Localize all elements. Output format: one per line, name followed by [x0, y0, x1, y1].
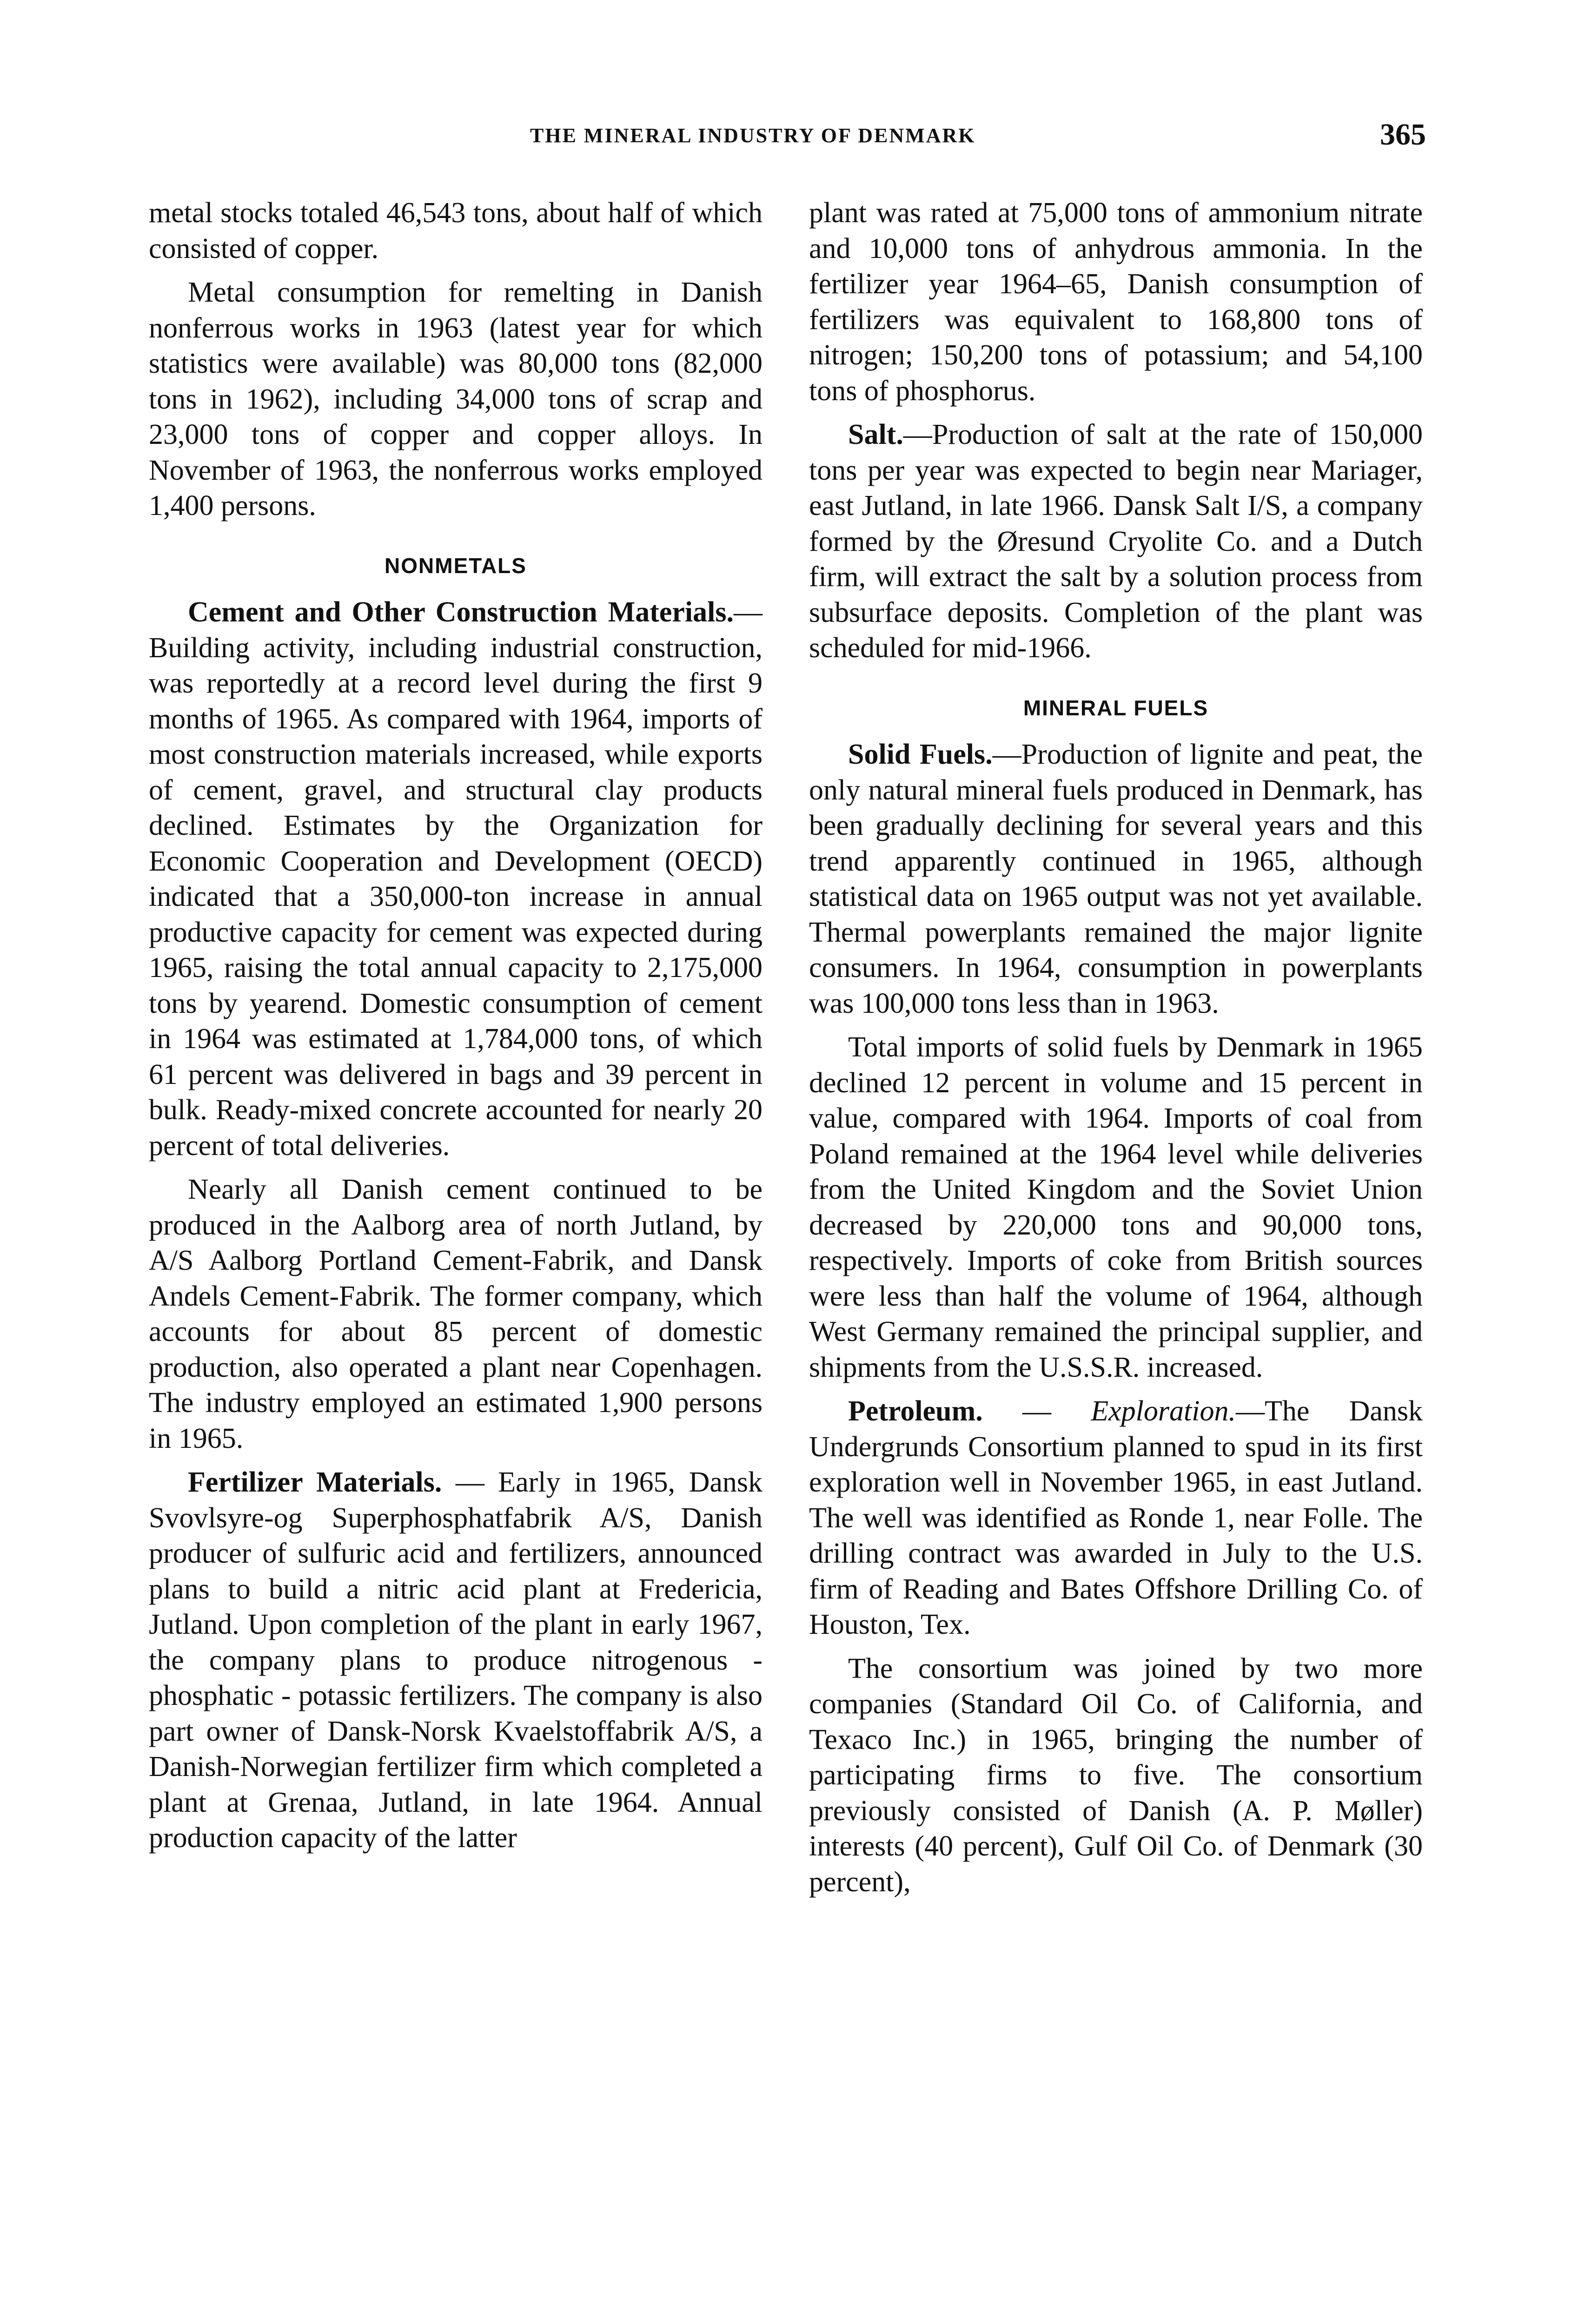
paragraph-solid-fuels-text: —Production of lignite and peat, the only natural mineral fuels produced in Denmark, has been gradually declining for several years and this trend apparently continued in 1965, although statistical data on 1965 output was not yet available. Thermal powerplants remained the major lignite consumers. In 1964, consumption in powerplants was 100,000 tons less than in 1963. [809, 739, 1423, 1019]
paragraph-metal-consumption: Metal consumption for remelting in Danish nonferrous works in 1963 (latest year for which statistics were available) was 80,000 tons (82,000 tons in 1962), including 34,000 tons of scrap and 23,000 tons of copper and copper alloys. In November of 1963, the nonferrous works employed 1,400 persons. [149, 277, 762, 522]
paragraph-consortium: The consortium was joined by two more companies (Standard Oil Co. of California, and Texaco Inc.) in 1965, bringing the number of participating firms to five. The consortium previously consisted of Danish (A. P. Møller) interests (40 percent), Gulf Oil Co. of Denmark (30 percent), [809, 1652, 1423, 1898]
left-column [149, 195, 762, 1856]
paragraph-solid-fuels [809, 737, 1423, 1021]
paragraph-cement-producers: Nearly all Danish cement continued to be produced in the Aalborg area of north Jutland, by A/S Aalborg Portland Cement-Fabrik, and Dansk Andels Cement-Fabrik. The former company, which accounts for about 85 percent of domestic production, also operated a plant near Copenhagen. The industry employed an estimated 1,900 persons in 1965. [149, 1174, 762, 1454]
run-in-heading-cement: Cement and Other Construction Materials. [188, 596, 734, 628]
paragraph-cement-text: —Building activity, including industrial construction, was reportedly at a record level during the first 9 months of 1965. As compared with 1964, imports of most construction materials increased, while exports of cement, gravel, and structural clay products declined. Estimates by the Organization for Economic Cooperation and Development (OECD) indicated that a 350,000-ton increase in annual productive capacity for cement was expected during 1965, raising the total annual capacity to 2,175,000 tons by yearend. Domestic consumption of cement in 1964 was estimated at 1,784,000 tons, of which 61 percent was delivered in bags and 39 percent in bulk. Ready-mixed concrete accounted for nearly 20 percent of total deliveries. [149, 596, 762, 1162]
running-title: THE MINERAL INDUSTRY OF DENMARK [530, 124, 976, 147]
paragraph-cement [149, 594, 762, 1163]
run-in-heading-salt: Salt. [848, 419, 903, 450]
paragraph-plant-capacity: plant was rated at 75,000 tons of ammonium nitrate and 10,000 tons of anhydrous ammonia. In the fertilizer year 1964–65, Danish consumption of fertilizers was equivalent to 168,800 tons of nitrogen; 150,200 tons of potassium; and 54,100 tons of phosphorus. [809, 197, 1423, 407]
paragraph-fertilizer [149, 1465, 762, 1856]
paragraph-petroleum [809, 1393, 1423, 1643]
page-number: 365 [1380, 118, 1426, 152]
paragraph-petroleum-text: —The Dansk Undergrunds Consortium planned to spud in its first exploration well in November 1965, in east Jutland. The well was identified as Ronde 1, near Folle. The drilling contract was awarded in July to the U.S. firm of Reading and Bates Offshore Drilling Co. of Houston, Tex. [809, 1395, 1423, 1640]
paragraph-solid-fuel-imports: Total imports of solid fuels by Denmark in 1965 declined 12 percent in volume and 15 percent in value, compared with 1964. Imports of coal from Poland remained at the 1964 level while deliveries from the United Kingdom and the Soviet Union decreased by 220,000 tons and 90,000 tons, respectively. Imports of coke from British sources were less than half the volume of 1964, although West Germany remained the principal supplier, and shipments from the U.S.S.R. increased. [809, 1031, 1423, 1383]
paragraph-salt [809, 417, 1423, 666]
run-in-heading-solid-fuels: Solid Fuels. [848, 739, 993, 770]
petroleum-dash: — [982, 1395, 1091, 1427]
run-in-heading-fertilizer: Fertilizer Materials. [188, 1466, 442, 1498]
paragraph-salt-text: —Production of salt at the rate of 150,000 tons per year was expected to begin near Mariager, east Jutland, in late 1966. Dansk Salt I/S, a company formed by the Øresund Cryolite Co. and a Dutch firm, will extract the salt by a solution process from subsurface deposits. Completion of the plant was scheduled for mid-1966. [809, 419, 1423, 664]
run-in-heading-petroleum: Petroleum. [848, 1395, 983, 1427]
subheading-exploration: Exploration. [1091, 1395, 1236, 1427]
section-heading-nonmetals: NONMETALS [385, 553, 527, 578]
paragraph-fertilizer-text: — Early in 1965, Dansk Svovlsyre-og Superphosphatfabrik A/S, Danish producer of sulfuric acid and fertilizers, announced plans to build a nitric acid plant at Fredericia, Jutland. Upon completion of the plant in early 1967, the company plans to produce nitrogenous - phosphatic - potassic fertilizers. The company is also part owner of Dansk-Norsk Kvaelstoffabrik A/S, a Danish-Norwegian fertilizer firm which completed a plant at Grenaa, Jutland, in late 1964. Annual production capacity of the latter [149, 1466, 762, 1854]
paragraph-metal-stocks: metal stocks totaled 46,543 tons, about half of which consisted of copper. [149, 197, 762, 264]
right-column [809, 195, 1423, 1900]
section-heading-mineral-fuels: MINERAL FUELS [1023, 695, 1209, 720]
